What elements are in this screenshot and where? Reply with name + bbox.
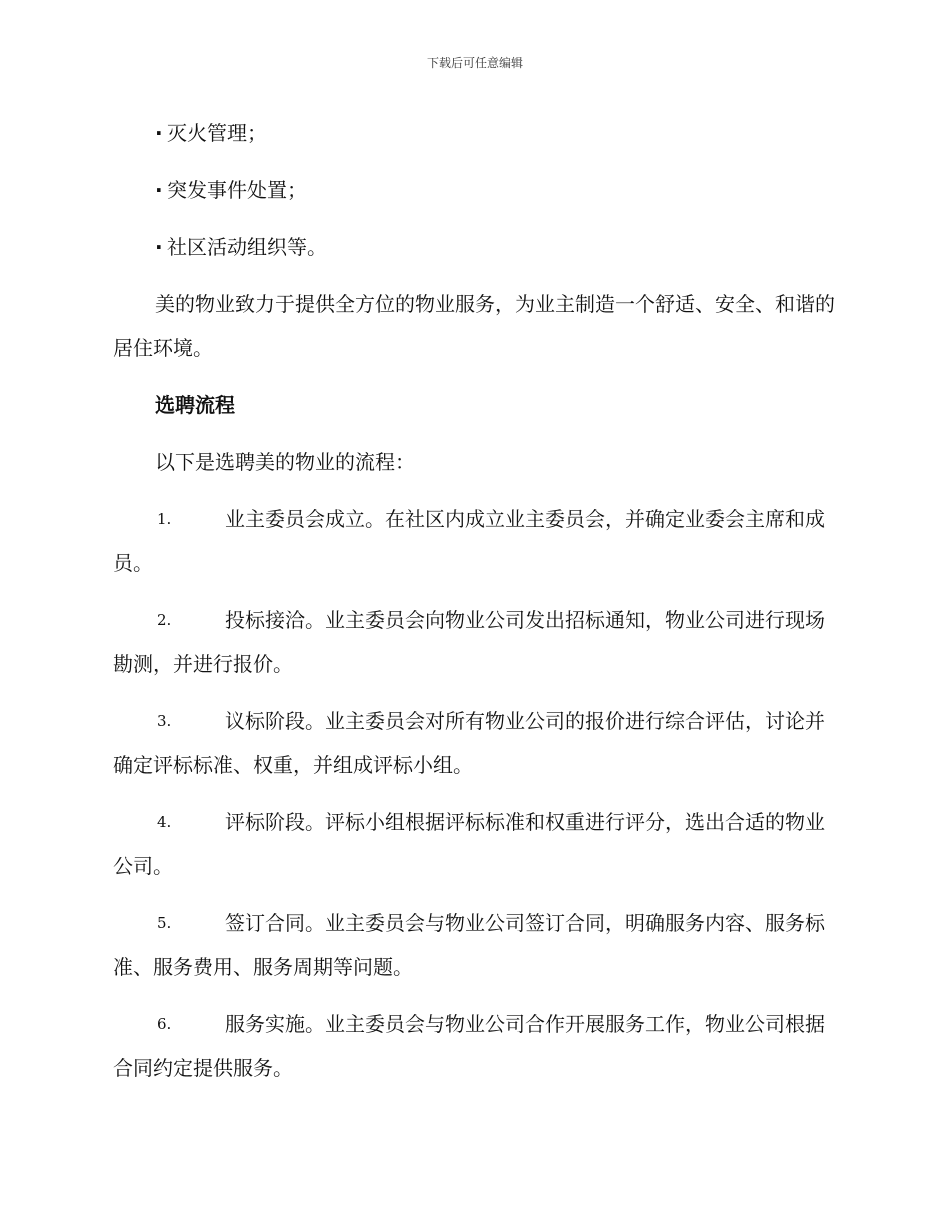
step-item bbox=[113, 699, 835, 787]
step-number: 1. bbox=[157, 510, 172, 528]
bullet-marker: · bbox=[155, 235, 163, 259]
step-text: 投标接洽。业主委员会向物业公司发出招标通知，物业公司进行现场勘测，并进行报价。 bbox=[113, 608, 825, 676]
bullet-text: 突发事件处置； bbox=[167, 178, 307, 202]
bullet-text: 灭火管理； bbox=[167, 121, 267, 145]
summary-paragraph: 美的物业致力于提供全方位的物业服务，为业主制造一个舒适、安全、和谐的居住环境。 bbox=[113, 292, 835, 360]
bullet-marker: · bbox=[155, 178, 163, 202]
step-text: 签订合同。业主委员会与物业公司签订合同，明确服务内容、服务标准、服务费用、服务周期等问题。 bbox=[113, 911, 825, 979]
step-item bbox=[113, 1002, 835, 1090]
step-number: 4. bbox=[157, 813, 172, 831]
document-body bbox=[113, 111, 835, 1103]
bullet-item bbox=[113, 111, 835, 155]
bullet-item bbox=[113, 168, 835, 212]
section-intro: 以下是选聘美的物业的流程： bbox=[155, 450, 415, 474]
step-text: 议标阶段。业主委员会对所有物业公司的报价进行综合评估，讨论并确定评标标准、权重，并组成评标小组。 bbox=[113, 709, 825, 777]
step-number: 3. bbox=[157, 712, 172, 730]
section-heading: 选聘流程 bbox=[155, 393, 235, 417]
step-text: 业主委员会成立。在社区内成立业主委员会，并确定业委会主席和成员。 bbox=[113, 507, 825, 575]
page-header: 下载后可任意编辑 bbox=[426, 56, 523, 70]
step-number: 6. bbox=[157, 1015, 172, 1033]
bullet-item bbox=[113, 225, 835, 269]
step-item bbox=[113, 901, 835, 989]
step-item bbox=[113, 598, 835, 686]
step-number: 2. bbox=[157, 611, 172, 629]
step-text: 评标阶段。评标小组根据评标标准和权重进行评分，选出合适的物业公司。 bbox=[113, 810, 825, 878]
step-item bbox=[113, 497, 835, 585]
bullet-marker: · bbox=[155, 121, 163, 145]
step-item bbox=[113, 800, 835, 888]
bullet-text: 社区活动组织等。 bbox=[167, 235, 327, 259]
step-text: 服务实施。业主委员会与物业公司合作开展服务工作，物业公司根据合同约定提供服务。 bbox=[113, 1012, 825, 1080]
step-number: 5. bbox=[157, 914, 172, 932]
